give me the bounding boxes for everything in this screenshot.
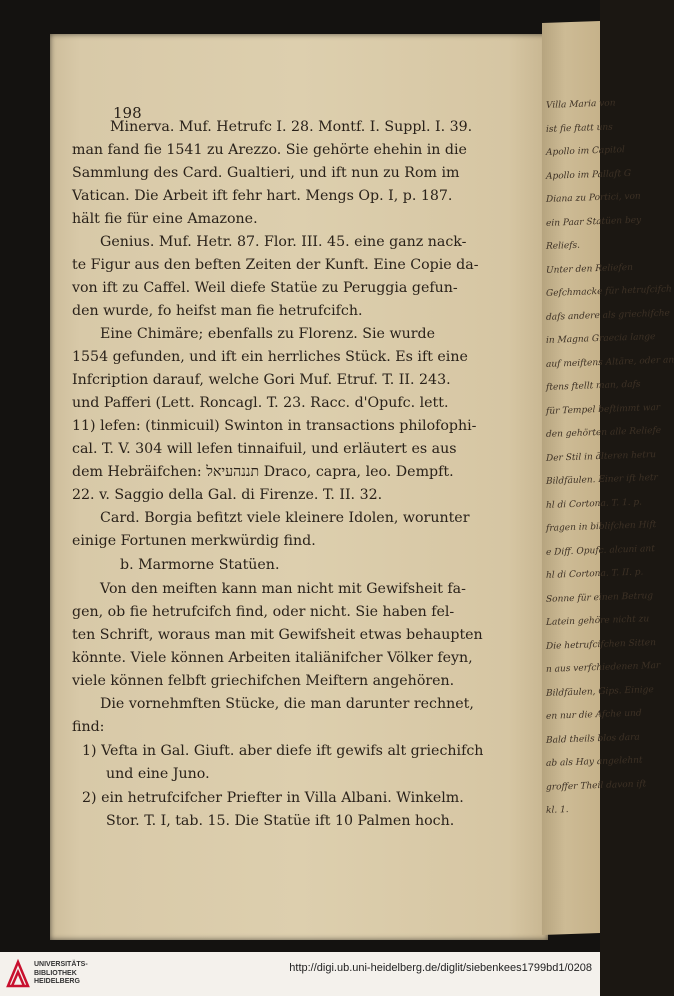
page-url-link[interactable]: http://digi.ub.uni-heidelberg.de/diglit/siebenkees1799bd1/0208	[289, 962, 592, 974]
edge-text-fragment: in Magna Graecia lange	[546, 332, 656, 346]
text-line: 22. v. Saggio della Gal. di Firenze. T. II. 32.	[72, 487, 383, 503]
edge-text-fragment: ist fie ftatt uns	[546, 122, 613, 135]
edge-text-fragment: dafs andere als griechifche	[546, 308, 670, 323]
edge-text-fragment: e Diff. Opufc. alcuni ant	[546, 543, 655, 558]
text-line: gen, ob fie hetrufcifch find, oder nicht. Sie haben fel-	[72, 604, 455, 620]
text-line: hält fie für eine Amazone.	[72, 211, 258, 227]
text-line: den wurde, fo heifst man fie hetrufcifch.	[72, 303, 363, 319]
edge-text-fragment: Villa Maria von	[546, 98, 616, 111]
edge-text-fragment: Latein gehöre nicht zu	[546, 614, 650, 628]
text-line: einige Fortunen merkwürdig find.	[72, 533, 316, 549]
edge-text-fragment: fragen in biblifchen Hift	[546, 520, 657, 534]
university-library-logo-icon[interactable]	[6, 960, 30, 988]
text-line: Vatican. Die Arbeit ift fehr hart. Mengs Op. I, p. 187.	[72, 188, 453, 204]
footer-bar	[0, 952, 600, 996]
edge-text-fragment: auf meiftens Altäre, oder an	[546, 354, 674, 370]
edge-text-fragment: n aus verfchiedenen Mar	[546, 660, 661, 675]
text-line: dem Hebräifchen: תננהעיאל Draco, capra, leo. Dempft.	[72, 464, 454, 480]
edge-text-fragment: Der Stil in älteren hetru	[546, 449, 656, 464]
text-line: könnte. Viele können Arbeiten italiänifcher Völker feyn,	[72, 650, 473, 666]
edge-text-fragment: Diana zu Portici, von	[546, 191, 641, 205]
text-line: Minerva. Muf. Hetrufc I. 28. Montf. I. Suppl. I. 39.	[110, 119, 473, 135]
edge-text-fragment: Sonne für einen Betrug	[546, 590, 654, 605]
text-line: b. Marmorne Statüen.	[120, 557, 280, 573]
text-line: 2) ein hetrufcifcher Priefter in Villa Albani. Winkelm.	[82, 790, 464, 806]
edge-text-fragment: kl. 1.	[546, 805, 569, 816]
text-line: Sammlung des Card. Gualtieri, und ift nun zu Rom im	[72, 165, 460, 181]
edge-text-fragment: für Tempel beftimmt war	[546, 402, 661, 417]
edge-text-fragment: Apollo im Pallaft G	[546, 168, 632, 182]
edge-text-fragment: groffer Theil davon ift	[546, 778, 647, 793]
text-line: te Figur aus den beften Zeiten der Kunft. Eine Copie da-	[72, 257, 479, 273]
edge-text-fragment: den gehörten alle Reliefe	[546, 425, 662, 440]
edge-text-fragment: Bildfäulen, Gips. Einige	[546, 684, 654, 699]
text-line: cal. T. V. 304 will lefen tinnaifuil, und erläutert es aus	[72, 441, 457, 457]
edge-text-fragment: Die hetrufcifchen Sitten	[546, 637, 656, 652]
text-line: 1) Vefta in Gal. Giuft. aber diefe ift gewifs alt griechifch	[82, 743, 484, 759]
edge-text-fragment: hl di Cortona. T. 1. p.	[546, 497, 643, 511]
text-line: viele können felbft griechifchen Meiftern angehören.	[72, 673, 455, 689]
book-page	[50, 34, 548, 940]
text-line: Genius. Muf. Hetr. 87. Flor. III. 45. eine ganz nack-	[100, 234, 467, 250]
text-line: Eine Chimäre; ebenfalls zu Florenz. Sie wurde	[100, 326, 435, 342]
text-line: Die vornehmften Stücke, die man darunter rechnet,	[100, 696, 474, 712]
edge-text-fragment: Unter den Reliefen	[546, 262, 633, 276]
text-line: Infcription darauf, welche Gori Muf. Etruf. T. II. 243.	[72, 372, 451, 388]
edge-text-fragment: Gefchmacke für hetrufcifch	[546, 284, 672, 299]
edge-text-fragment: Reliefs.	[546, 240, 580, 252]
text-line: von ift zu Caffel. Weil diefe Statüe zu Peruggia gefun-	[72, 280, 458, 296]
edge-text-fragment: hl di Cortona. T. II. p.	[546, 567, 644, 581]
text-line: und eine Juno.	[106, 766, 210, 782]
library-name: UNIVERSITÄTS- BIBLIOTHEK HEIDELBERG	[34, 961, 88, 985]
edge-text-fragment: ab als Hay angelehnt	[546, 755, 643, 769]
text-line: ten Schrift, woraus man mit Gewifsheit etwas behaupten	[72, 627, 483, 643]
page-number: 198	[113, 104, 142, 122]
edge-text-fragment: ftens ftellt man, dafs	[546, 379, 641, 393]
text-line: und Pafferi (Lett. Roncagl. T. 23. Racc. d'Opufc. lett.	[72, 395, 449, 411]
text-line: 1554 gefunden, und ift ein herrliches Stück. Es ift eine	[72, 349, 468, 365]
edge-text-fragment: Apollo im Capitol	[546, 145, 625, 158]
text-line: Card. Borgia befitzt viele kleinere Idolen, worunter	[100, 510, 470, 526]
text-line: Stor. T. I, tab. 15. Die Statüe ift 10 Palmen hoch.	[106, 813, 455, 829]
text-line: find:	[72, 719, 105, 735]
text-line: man fand fie 1541 zu Arezzo. Sie gehörte ehehin in die	[72, 142, 467, 158]
edge-text-fragment: Bildfäulen. Einer ift hetr	[546, 472, 658, 487]
text-line: Von den meiften kann man nicht mit Gewifsheit fa-	[100, 581, 466, 597]
text-line: 11) lefen: (tinmicuil) Swinton in transactions philofophi-	[72, 418, 477, 434]
edge-text-fragment: Bald theils blos dara	[546, 732, 640, 746]
edge-text-fragment: ein Paar Statüen bey	[546, 215, 642, 229]
edge-text-fragment: en nur die Afche und	[546, 708, 642, 722]
next-page-edge	[542, 21, 674, 935]
